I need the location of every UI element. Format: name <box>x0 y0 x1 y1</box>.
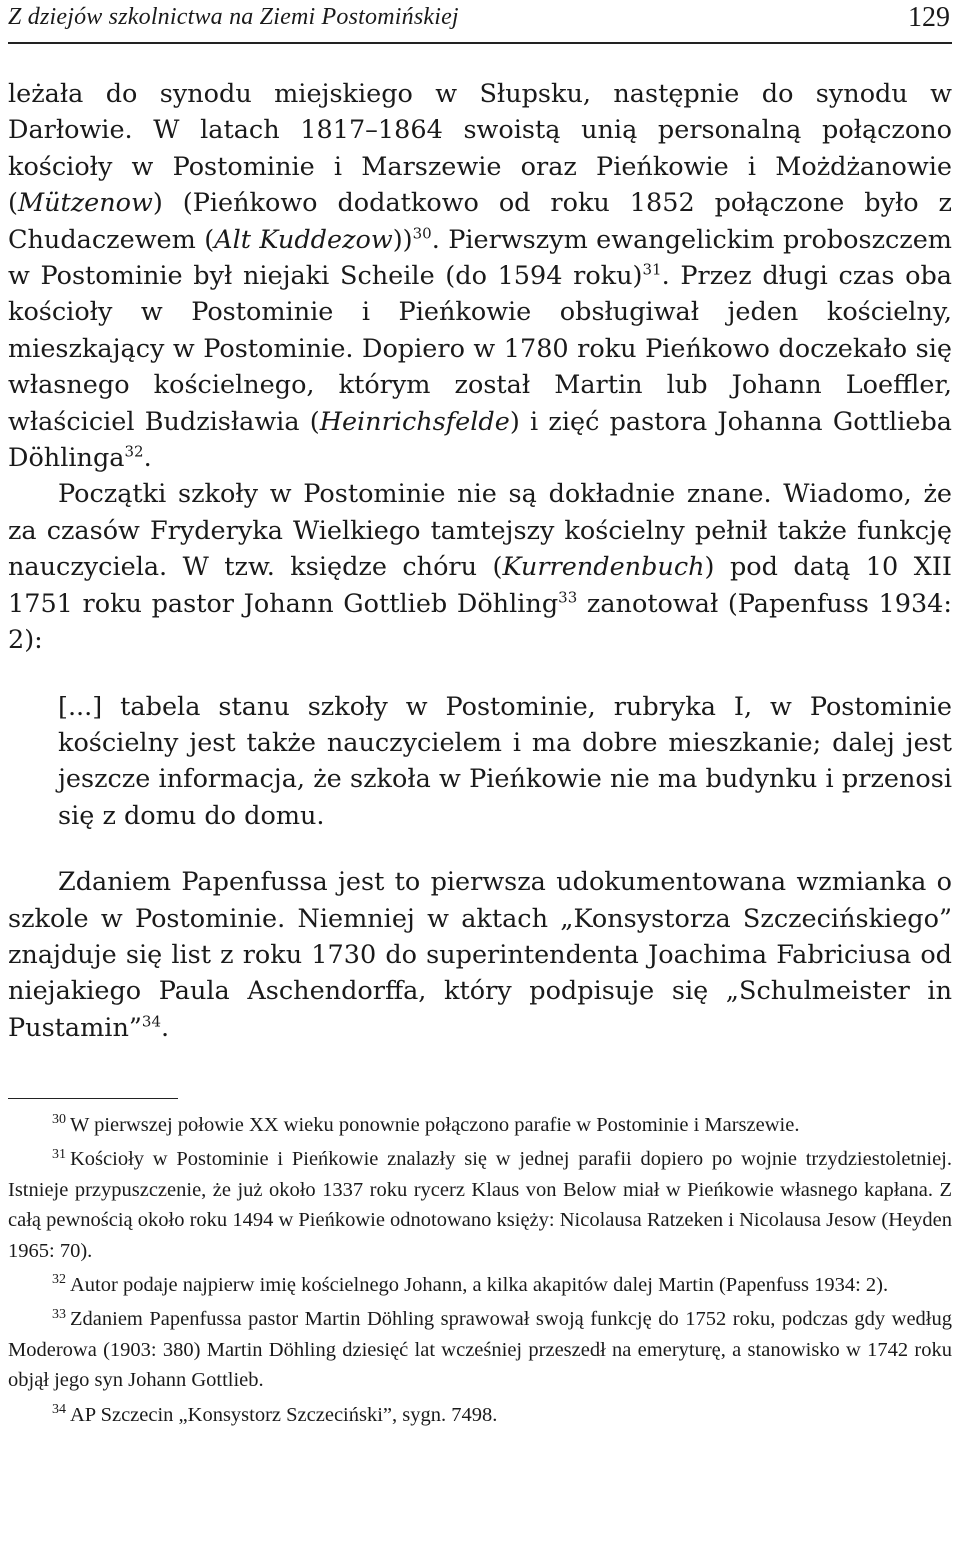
footnote-ref-34[interactable]: 34 <box>141 1012 162 1031</box>
footnote-ref-31[interactable]: 31 <box>642 260 662 279</box>
page-number: 129 <box>908 2 950 33</box>
running-title: Z dziejów szkolnictwa na Ziemi Postomińskiej <box>8 4 459 30</box>
block-quote: [...] tabela stanu szkoły w Postominie, rubryka I, w Postominie kościelny jest także nauczycielem i ma dobre mieszkanie; dalej jest jeszcze informacja, że szkoła w Pieńkowie nie ma budynku i przenosi się z domu do domu. <box>58 691 952 831</box>
footnote-32: $^{32}$ Autor podaje najpierw imię kościelnego Johann, a kilka akapitów dalej Martin (Papenfuss 1934: 2). <box>52 1272 889 1297</box>
footnote-33: $^{33}$ Zdaniem Papenfussa pastor Martin Döhling sprawował swoją funkcję do 1752 roku, podczas gdy według Moderowa (1903: 380) Martin Döhling dziesięć lat wcześniej przeszedł na emeryturę, a stanowisko w 1742 roku objął jego syn Johann Gottlieb. <box>8 1306 952 1392</box>
main-text <box>8 76 952 1046</box>
paragraph-2: Początki szkoły w Postominie nie są dokładnie znane. Wiadomo, że za czasów Fryderyka Wielkiego tamtejszy kościelny pełnił także funkcję nauczyciela. W tzw. księdze chóru (Kurrendenbuch) pod datą 10 XII 1751 roku pastor Johann Gottlieb Döhling$^{33}$ zanotował (Papenfuss 1934: 2): <box>8 479 953 656</box>
footnote-31: $^{31}$ Kościoły w Postominie i Pieńkowie znalazły się w jednej parafii dopiero po wojnie trzydziestoletniej. Istnieje przypuszczenie, że już około 1337 roku rycerz Klaus von Below miał w Pieńkowie własnego kapłana. Z całą pewnością około roku 1494 w Pieńkowie odnotowano księży: Nicolausa Ratzeken i Nicolausa Jesow (Heyden 1965: 70). <box>8 1146 952 1262</box>
footnote-ref-32[interactable]: 32 <box>124 442 144 461</box>
paragraph-1: leżała do synodu miejskiego w Słupsku, następnie do synodu w Darłowie. W latach 1817–1864 swoistą unią personalną połączono kościoły w Postominie i Marszewie oraz Pieńkowie i Możdżanowie (Mützenow) (Pieńkowo dodatkowo od roku 1852 połączone było z Chudaczewem (Alt Kuddezow))$^{30}$. Pierwszym ewangelickim proboszczem w Postominie był niejaki Scheile (do 1594 roku)$^{31}$. Przez długi czas oba kościoły w Postominie i Pieńkowie obsługiwał jeden kościelny, mieszkający w Postominie. Dopiero w 1780 roku Pieńkowo doczekało się własnego kościelnego, którym został Martin lub Johann Loeffler, właściciel Budzisławia (Heinrichsfelde) i zięć pastora Johanna Gottlieba Döhlinga$^{32}$. <box>8 79 952 474</box>
paragraph-3: Zdaniem Papenfussa jest to pierwsza udokumentowana wzmianka o szkole w Postominie. Niemniej w aktach „Konsystorza Szczecińskiego” znajduje się list z roku 1730 do superintendenta Joachima Fabriciusa od niejakiego Paula Aschendorffa, który podpisuje się „Schulmeister in Pustamin”$^{34}$. <box>8 867 952 1043</box>
footnote-ref-33[interactable]: 33 <box>558 588 578 607</box>
page-header <box>8 0 952 44</box>
footnote-30: $^{30}$ W pierwszej połowie XX wieku ponownie połączono parafie w Postominie i Marszewie. <box>52 1112 800 1136</box>
footnote-separator <box>8 1098 178 1099</box>
document-page <box>8 0 953 1426</box>
footnote-34: $^{34}$ AP Szczecin „Konsystorz Szczeciński”, sygn. 7498. <box>52 1401 498 1426</box>
footnote-ref-30[interactable]: 30 <box>412 224 432 243</box>
footnotes <box>8 1110 952 1434</box>
